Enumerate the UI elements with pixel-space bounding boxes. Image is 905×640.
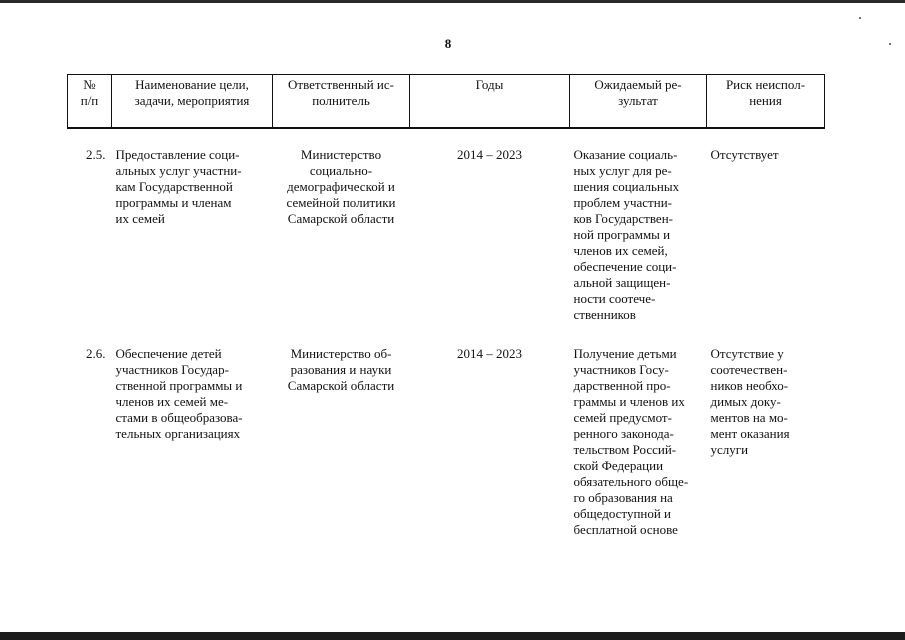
header-result: Ожидаемый ре- зультат <box>570 75 707 129</box>
row-name: Предоставление соци- альных услуг участни- кам Государственной программы и членам их семей <box>115 147 242 226</box>
row-number: 2.5. <box>86 147 106 162</box>
scan-speck <box>889 43 891 45</box>
header-executor: Ответственный ис- полнитель <box>273 75 410 129</box>
page-number: 8 <box>444 36 452 51</box>
row-result: Получение детьми участников Госу- дарственной про- граммы и членов их семей предусмот- ренного законода- тельством Россий- ской Федерации обязательного обще- го образования на общедоступной и бесплатной основе <box>573 346 689 537</box>
table-spacer <box>68 128 825 147</box>
measures-table <box>67 74 825 538</box>
row-risk: Отсутствие у соотечествен- ников необхо- димых доку- ментов на мо- мент оказания услуги <box>710 346 790 457</box>
row-executor: Министерство социально- демографической и семейной политики Самарской области <box>286 147 396 226</box>
header-name: Наименование цели, задачи, мероприятия <box>112 75 273 129</box>
row-years: 2014 – 2023 <box>457 346 522 361</box>
table-header-row <box>68 75 825 129</box>
header-risk: Риск неиспол- нения <box>707 75 825 129</box>
row-result: Оказание социаль- ных услуг для ре- шения социальных проблем участни- ков Государствен- ной программы и членов их семей, обеспечение соци- альной защищен- ности соотече- ственников <box>573 147 680 322</box>
scan-speck <box>859 17 861 19</box>
scan-top-edge <box>0 0 905 3</box>
table-spacer <box>68 323 825 346</box>
row-number: 2.6. <box>86 346 106 361</box>
row-executor: Министерство об- разования и науки Самарской области <box>287 346 395 393</box>
table-row <box>68 147 825 323</box>
header-num: № п/п <box>68 75 112 129</box>
row-years: 2014 – 2023 <box>457 147 522 162</box>
row-name: Обеспечение детей участников Государ- ственной программы и членов их семей ме- стами в общеобразова- тельных организациях <box>115 346 243 441</box>
table-row <box>68 346 825 538</box>
row-risk: Отсутствует <box>710 147 779 162</box>
scan-bottom-edge <box>0 632 905 640</box>
header-years: Годы <box>410 75 570 129</box>
